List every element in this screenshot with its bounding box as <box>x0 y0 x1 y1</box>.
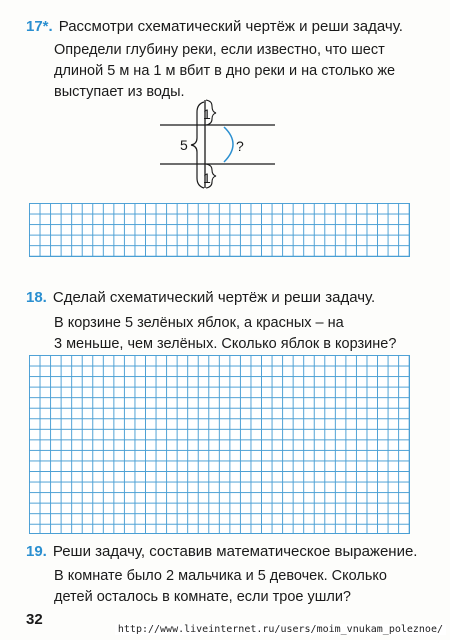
task-17-line-1: Определи глубину реки, если известно, что шест <box>54 42 385 58</box>
task-18-number: 18. <box>26 289 47 306</box>
task-19-line-2: детей осталось в комнате, если трое ушли? <box>54 589 351 605</box>
answer-grid-18[interactable] <box>29 355 410 534</box>
depth-arc <box>224 127 233 162</box>
task-18-title: Сделай схематический чертёж и реши задачу. <box>52 289 376 306</box>
task-17-line-3: выступает из воды. <box>54 84 185 100</box>
diagram-label-total: 5 <box>180 137 188 153</box>
task-18-heading <box>26 289 375 307</box>
task-18-text <box>54 313 426 355</box>
task-19-number: 19. <box>26 543 47 560</box>
watermark-url[interactable]: http://www.liveinternet.ru/users/moim_vnukam_poleznoe/ <box>115 624 446 635</box>
task-19-line-1: В комнате было 2 мальчика и 5 девочек. Сколько <box>54 568 387 584</box>
diagram-label-bottom: 1 <box>203 170 211 186</box>
task-18-line-2: 3 меньше, чем зелёных. Сколько яблок в корзине? <box>54 336 397 352</box>
river-pole-diagram <box>160 96 290 196</box>
task-17-heading <box>26 18 403 36</box>
task-17-line-2: длиной 5 м на 1 м вбит в дно реки и на столько же <box>54 63 396 79</box>
diagram-label-top: 1 <box>203 106 211 122</box>
diagram-label-unknown: ? <box>236 138 244 154</box>
task-19-title: Реши задачу, составив математическое выражение. <box>52 543 418 560</box>
task-18-line-1: В корзине 5 зелёных яблок, а красных – на <box>54 315 344 331</box>
task-17-title: Рассмотри схематический чертёж и реши задачу. <box>58 18 403 35</box>
task-17-text <box>54 40 426 103</box>
answer-grid-17[interactable] <box>29 203 410 257</box>
task-19-heading <box>26 543 417 561</box>
task-17-number: 17*. <box>26 18 53 35</box>
page-number: 32 <box>26 611 43 628</box>
task-19-text <box>54 566 426 608</box>
